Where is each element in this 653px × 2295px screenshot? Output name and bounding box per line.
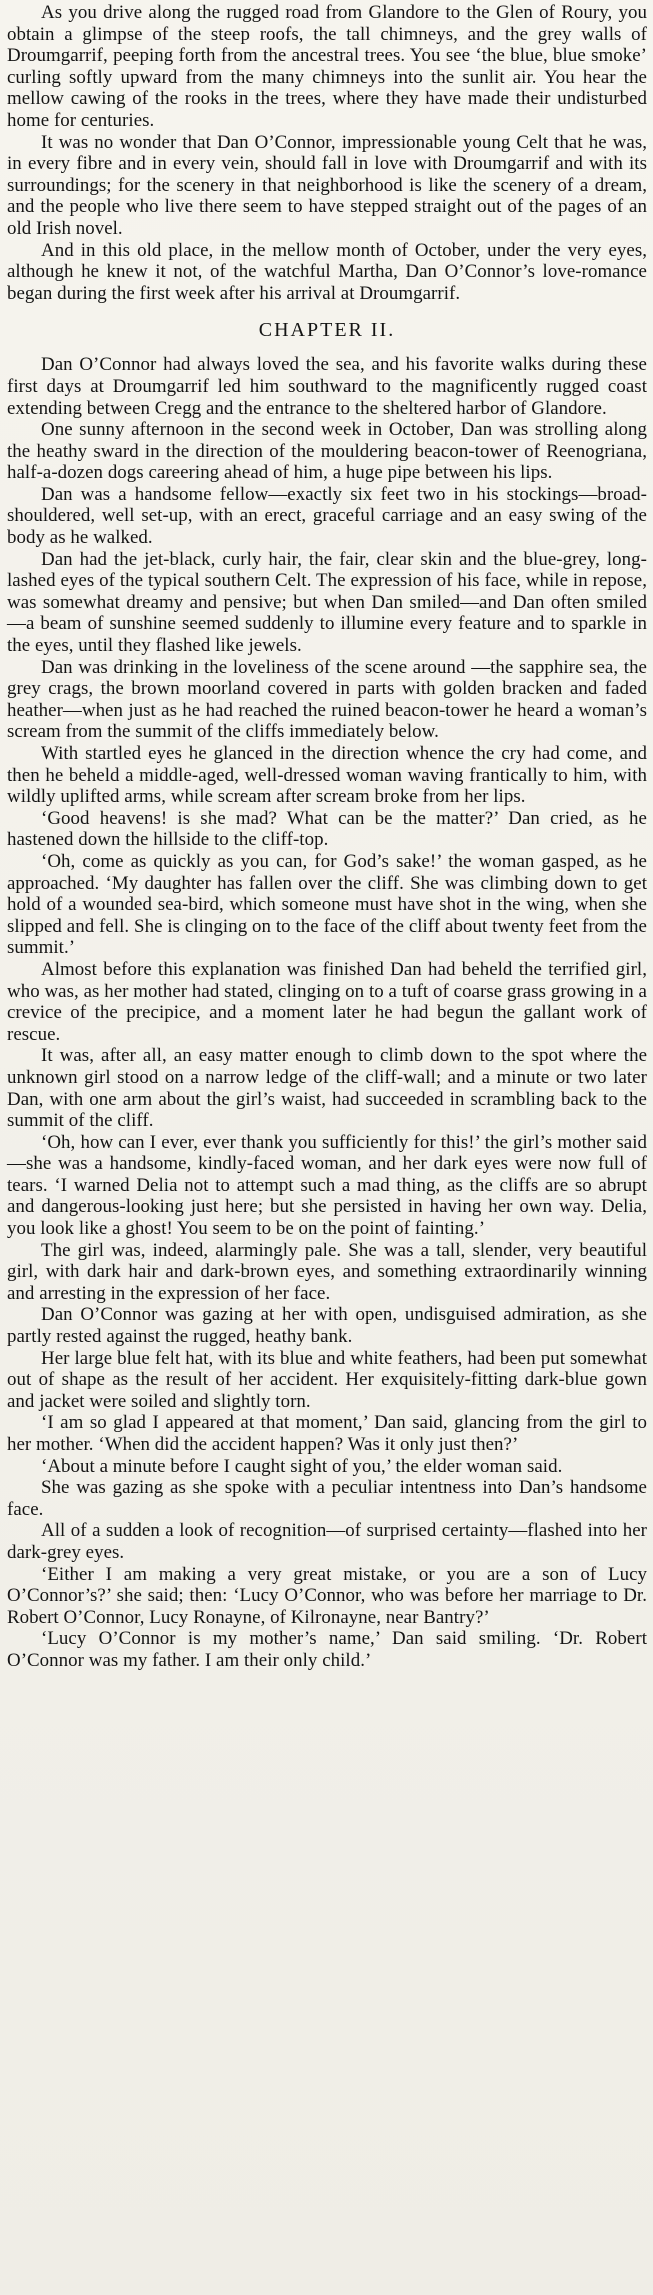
paragraph: It was, after all, an easy matter enough to climb down to the spot where the unknown girl stood on a narrow ledge of the cliff-wall; and a minute or two later Dan, with one arm about the girl’s waist, had succeeded in scrambling back to the summit of the cliff. (7, 1045, 647, 1132)
paragraph: ‘Oh, come as quickly as you can, for God’s sake!’ the woman gasped, as he approached. ‘My daughter has fallen over the cliff. She was climbing down to get hold of a wounded sea-bird, which someone must have shot in the wing, when she slipped and fell. She is clinging on to the face of the cliff about twenty feet from the summit.’ (7, 850, 647, 959)
paragraph: One sunny afternoon in the second week in October, Dan was strolling along the heathy sward in the direction of the mouldering beacon-tower of Reenogriana, half-a-dozen dogs careering ahead of him, a huge pipe between his lips. (7, 419, 647, 484)
paragraph: The girl was, indeed, alarmingly pale. She was a tall, slender, very beautiful girl, with dark hair and dark-brown eyes, and something extraordinarily winning and arresting in the expression of her face. (7, 1239, 647, 1304)
paragraph: ‘Either I am making a very great mistake, or you are a son of Lucy O’Connor’s?’ she said; then: ‘Lucy O’Connor, who was before her marriage to Dr. Robert O’Connor, Lucy Ronayne, of Kilronayne, near Bantry?’ (7, 1563, 647, 1628)
paragraph: ‘I am so glad I appeared at that moment,’ Dan said, glancing from the girl to her mother. ‘When did the accident happen? Was it only just then?’ (7, 1412, 647, 1455)
paragraph: ‘Oh, how can I ever, ever thank you sufficiently for this!’ the girl’s mother said—she was a handsome, kindly-faced woman, and her dark eyes were now full of tears. ‘I warned Delia not to attempt such a mad thing, as the cliffs are so abrupt and dangerous-looking just here; but she persisted in having her own way. Delia, you look like a ghost! You seem to be on the point of fainting.’ (7, 1131, 647, 1240)
paragraph: ‘About a minute before I caught sight of you,’ the elder woman said. (41, 1455, 563, 1477)
paragraph: It was no wonder that Dan O’Connor, impressionable young Celt that he was, in every fibre and in every vein, should fall in love with Droumgarrif and with its surroundings; for the scenery in that neighborhood is like the scenery of a dream, and the people who live there seem to have stepped straight out of the pages of an old Irish novel. (7, 131, 647, 239)
paragraph: Almost before this explanation was finished Dan had beheld the terrified girl, who was, as her mother had stated, clinging on to a tuft of coarse grass growing in a crevice of the precipice, and a moment later he had begun the gallant work of rescue. (7, 958, 647, 1045)
paragraph: Dan was drinking in the loveliness of the scene around —the sapphire sea, the grey crags, the brown moorland covered in parts with golden bracken and faded heather—when just as he had reached the ruined beacon-tower he heard a woman’s scream from the summit of the cliffs immediately below. (7, 656, 647, 743)
paragraph: Dan O’Connor was gazing at her with open, undisguised admiration, as she partly rested against the rugged, heathy bank. (7, 1304, 647, 1348)
paragraph: ‘Good heavens! is she mad? What can be the matter?’ Dan cried, as he hastened down the hillside to the cliff-top. (7, 807, 647, 851)
paragraph: With startled eyes he glanced in the direction whence the cry had come, and then he beheld a middle-aged, well-dressed woman waving frantically to him, with wildly uplifted arms, while scream after scream broke from her lips. (7, 743, 647, 808)
paragraph: All of a sudden a look of recognition—of surprised certainty—flashed into her dark-grey eyes. (7, 1520, 647, 1563)
paragraph: Her large blue felt hat, with its blue and white feathers, had been put somewhat out of shape as the result of her accident. Her exquisitely-fitting dark-blue gown and jacket were soiled and slightly torn. (7, 1347, 647, 1412)
paragraph: Dan O’Connor had always loved the sea, and his favorite walks during these first days at Droumgarrif led him southward to the magnificently rugged coast extending between Cregg and the entrance to the sheltered harbor of Glandore. (7, 354, 647, 419)
chapter-heading: CHAPTER II. (258, 319, 396, 342)
paragraph: She was gazing as she spoke with a peculiar intentness into Dan’s handsome face. (7, 1477, 647, 1520)
paragraph: Dan was a handsome fellow—exactly six feet two in his stockings—broad-shouldered, well set-up, with an erect, graceful carriage and an easy swing of the body as he walked. (7, 483, 647, 549)
paragraph: Dan had the jet-black, curly hair, the fair, clear skin and the blue-grey, long-lashed eyes of the typical southern Celt. The expression of his face, while in repose, was somewhat dreamy and pensive; but when Dan smiled—and Dan often smiled—a beam of sunshine seemed suddenly to illumine every feature and to sparkle in the eyes, until they flashed like jewels. (7, 548, 647, 657)
paragraph: And in this old place, in the mellow month of October, under the very eyes, although he knew it not, of the watchful Martha, Dan O’Connor’s love-romance began during the first week after his arrival at Droumgarrif. (7, 239, 647, 304)
paragraph: As you drive along the rugged road from Glandore to the Glen of Roury, you obtain a glimpse of the steep roofs, the tall chimneys, and the grey walls of Droumgarrif, peeping forth from the ancestral trees. You see ‘the blue, blue smoke’ curling softly upward from the many chimneys into the sunlit air. You hear the mellow cawing of the rooks in the trees, where they have made their undisturbed home for centuries. (7, 2, 647, 131)
paragraph: ‘Lucy O’Connor is my mother’s name,’ Dan said smiling. ‘Dr. Robert O’Connor was my father. I am their only child.’ (7, 1628, 647, 1671)
article-body (7, 2, 647, 1672)
